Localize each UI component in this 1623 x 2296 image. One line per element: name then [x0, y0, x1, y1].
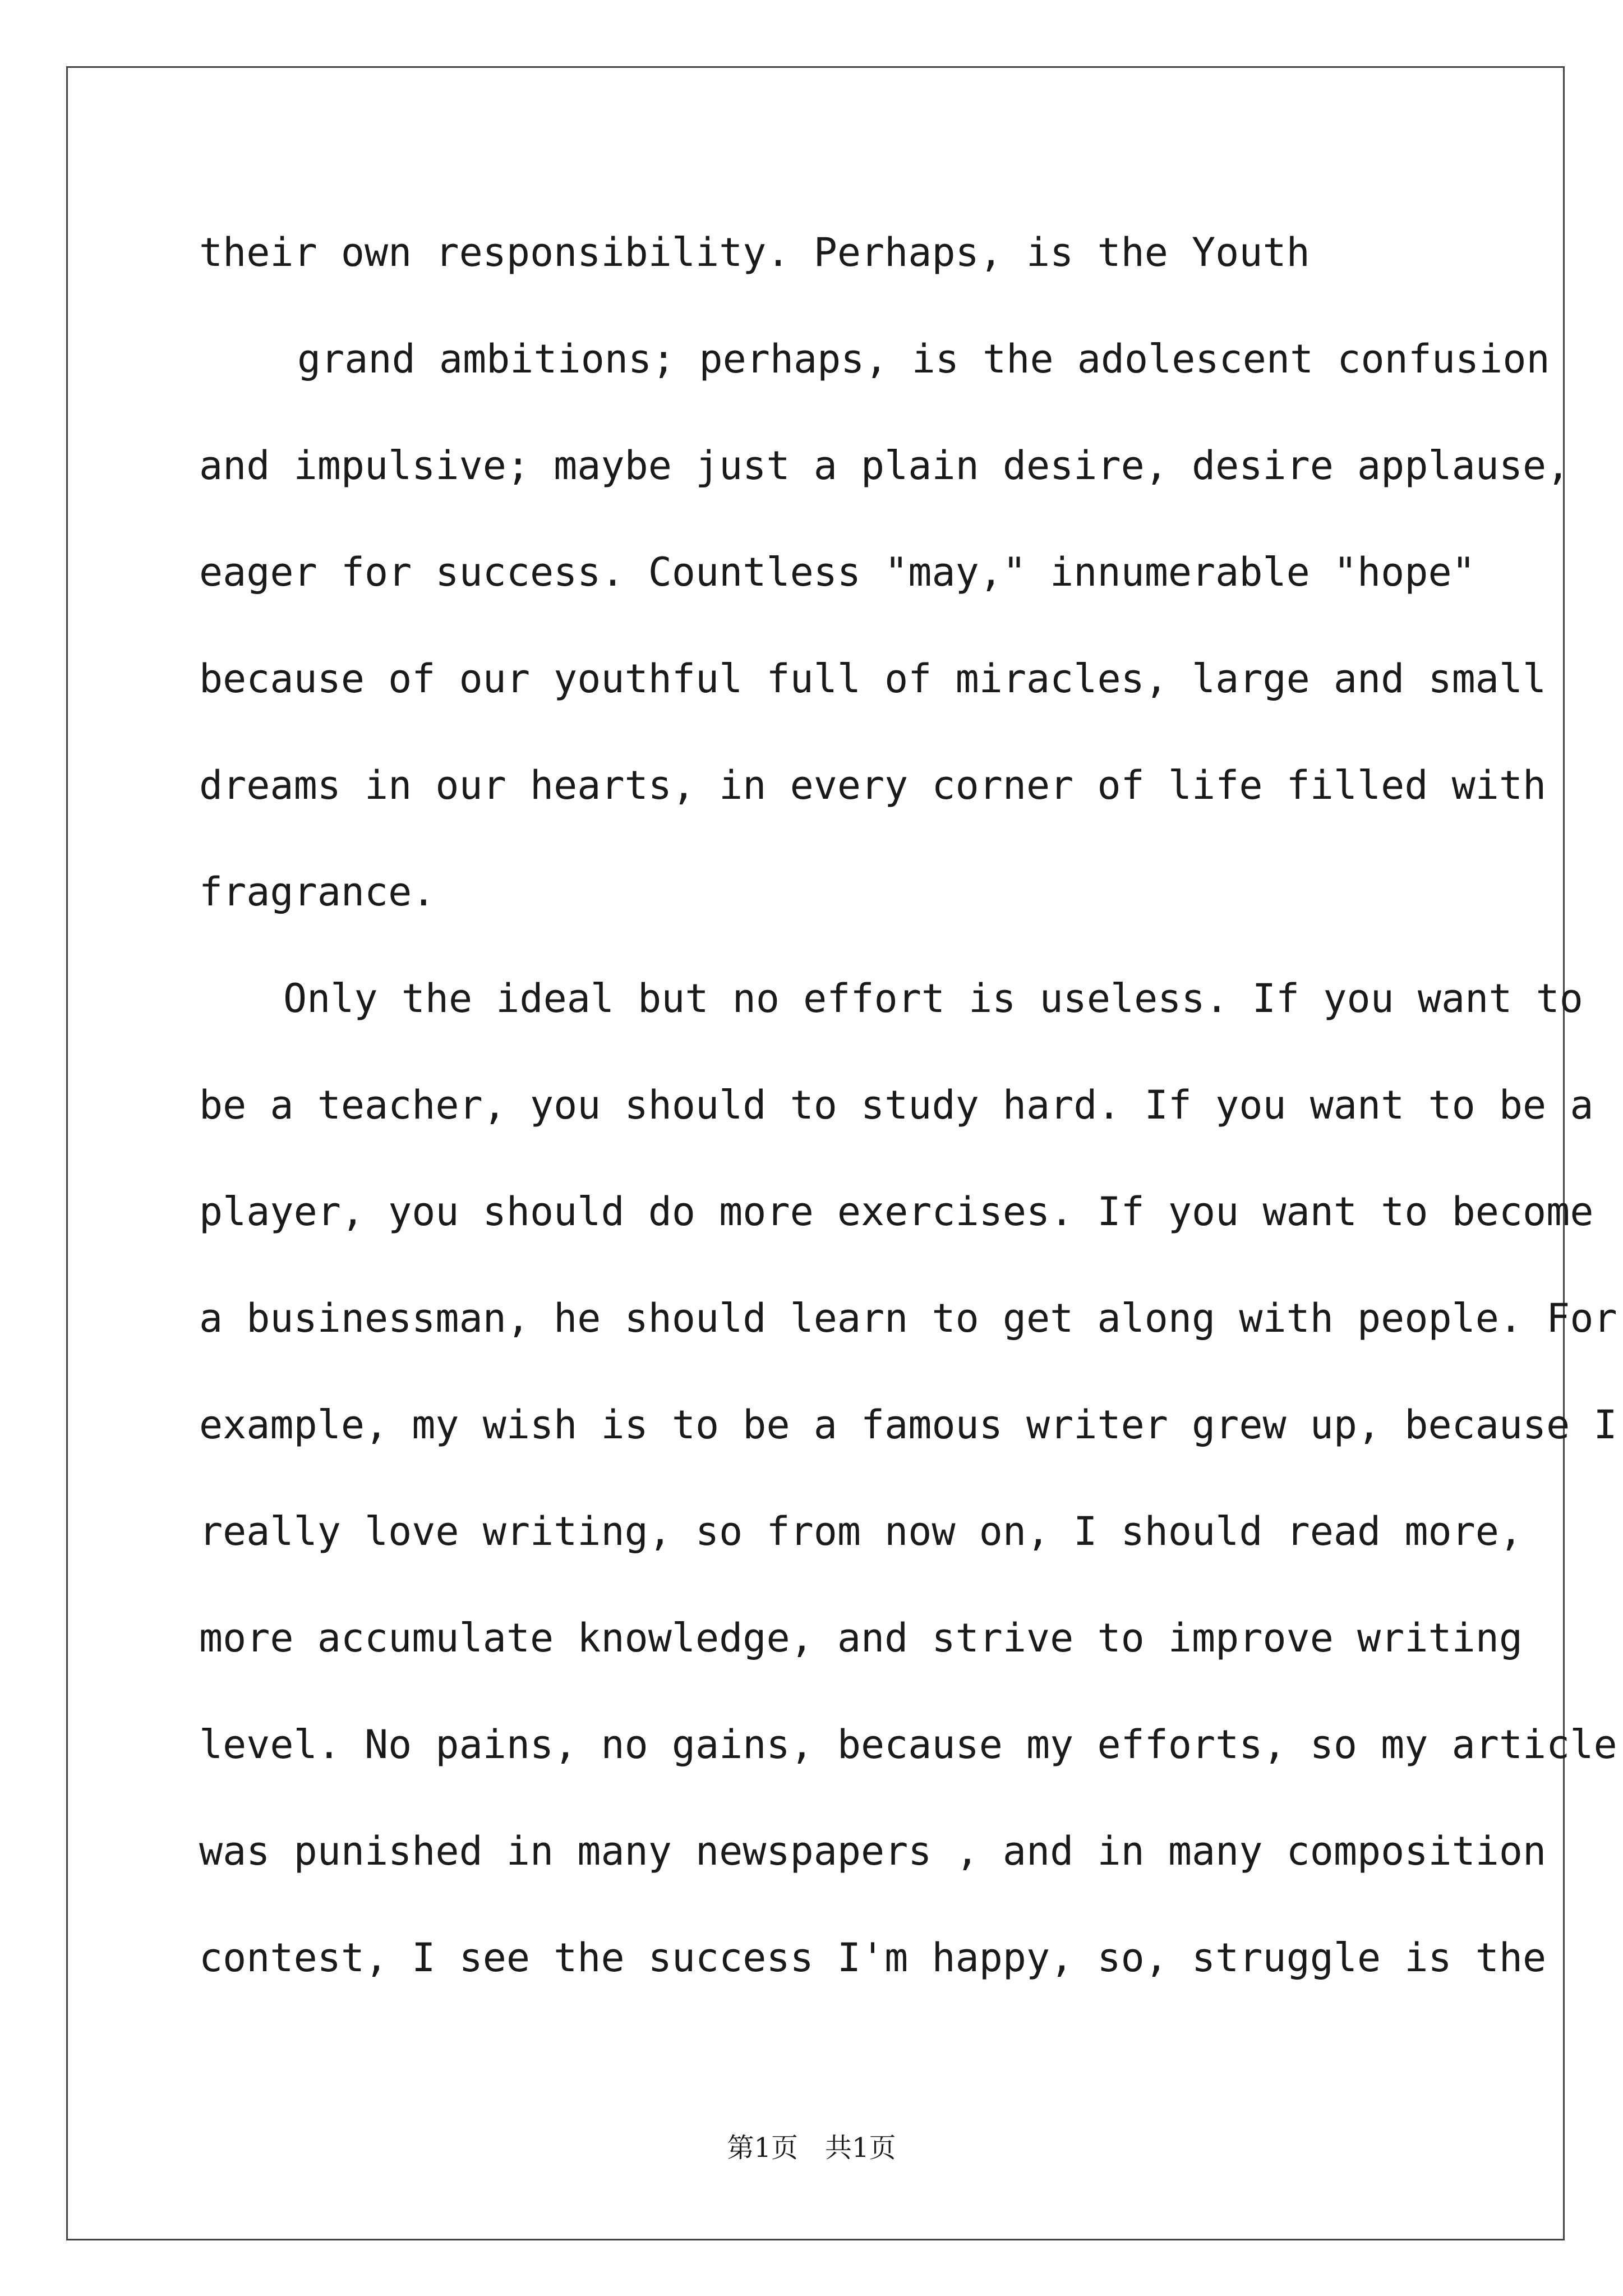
text-line: grand ambitions; perhaps, is the adolescent confusion: [297, 336, 1550, 382]
text-line: more accumulate knowledge, and strive to improve writing: [199, 1615, 1523, 1661]
text-line: eager for success. Countless "may," innumerable "hope": [199, 549, 1476, 595]
text-line: fragrance.: [199, 869, 436, 915]
text-line: example, my wish is to be a famous writer grew up, because I: [199, 1402, 1617, 1448]
text-line: contest, I see the success I'm happy, so, struggle is the: [199, 1935, 1547, 1981]
text-line: was punished in many newspapers , and in many composition: [199, 1828, 1547, 1874]
text-line: level. No pains, no gains, because my efforts, so my article: [199, 1722, 1617, 1768]
text-line: player, you should do more exercises. If you want to become: [199, 1189, 1594, 1235]
text-line: and impulsive; maybe just a plain desire, desire applause,: [199, 443, 1570, 489]
text-line: be a teacher, you should to study hard. If you want to be a: [199, 1082, 1594, 1128]
text-line: a businessman, he should learn to get along with people. For: [199, 1295, 1617, 1341]
text-line: their own responsibility. Perhaps, is the Youth: [199, 229, 1310, 275]
text-line: dreams in our hearts, in every corner of life filled with: [199, 762, 1547, 808]
text-line: because of our youthful full of miracles, large and small: [199, 656, 1547, 702]
page-number-footer: 第1页 共1页: [727, 2132, 896, 2164]
text-line: Only the ideal but no effort is useless. If you want to: [283, 976, 1583, 1022]
text-line: really love writing, so from now on, I should read more,: [199, 1508, 1523, 1554]
